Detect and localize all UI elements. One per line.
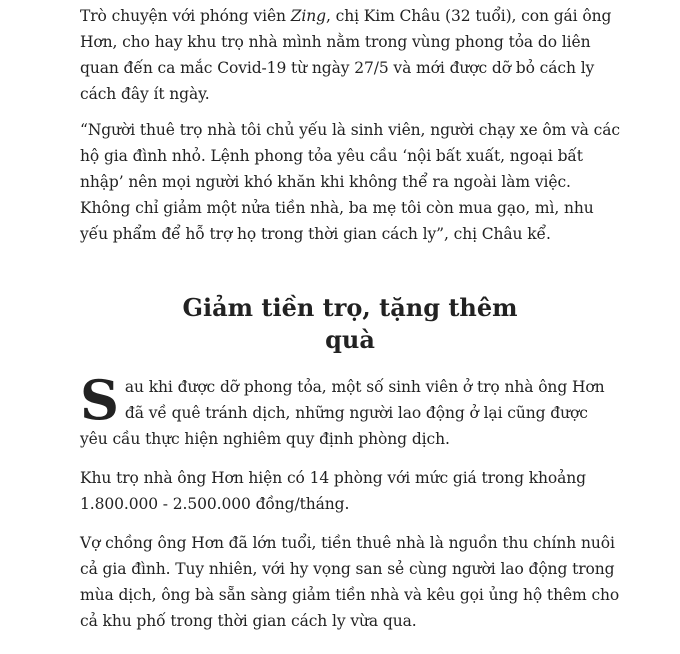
paragraph-interview-intro: [80, 3, 620, 107]
paragraph-landlord-support: Vợ chồng ông Hơn đã lớn tuổi, tiền thuê nhà là nguồn thu chính nuôi cả gia đình. Tuy nhiên, với hy vọng san sẻ cùng người lao động trong mùa dịch, ông bà sẵn sàng giảm tiền nhà và kêu gọi ủng hộ thêm cho cả khu phố trong thời gian cách ly vừa qua.: [80, 534, 620, 630]
paragraph-quote: “Người thuê trọ nhà tôi chủ yếu là sinh viên, người chạy xe ôm và các hộ gia đình nhỏ. Lệnh phong tỏa yêu cầu ‘nội bất xuất, ngoại bất nhập’ nên mọi người khó khăn khi không thể ra ngoài làm việc. Không chỉ giảm một nửa tiền nhà, ba mẹ tôi còn mua gạo, mì, nhu yếu phẩm để hỗ trợ họ trong thời gian cách ly”, chị Châu kể.: [80, 121, 620, 243]
drop-cap: S: [80, 368, 119, 432]
paragraph-text: Trò chuyện với phóng viên: [80, 7, 291, 25]
paragraph-room-prices: Khu trọ nhà ông Hơn hiện có 14 phòng với mức giá trong khoảng 1.800.000 - 2.500.000 đồng/tháng.: [80, 469, 586, 513]
section-heading-line-1: Giảm tiền trọ, tặng thêm: [182, 293, 518, 322]
section-heading: [80, 292, 620, 356]
paragraph-text: au khi được dỡ phong tỏa, một số sinh viên ở trọ nhà ông Hơn đã về quê tránh dịch, những người lao động ở lại cũng được yêu cầu thực hiện nghiêm quy định phòng dịch.: [80, 378, 605, 448]
paragraph-after-lockdown: [80, 368, 620, 452]
paragraph-text: , chị Kim Châu (32 tuổi), con gái ông Hơn, cho hay khu trọ nhà mình nằm trong vùng phong tỏa do liên quan đến ca mắc Covid-19 từ ngày 27/5 và mới được dỡ bỏ cách ly cách đây ít ngày.: [80, 7, 612, 103]
publication-name: Zing: [290, 7, 326, 25]
section-heading-line-2: quà: [325, 325, 375, 354]
